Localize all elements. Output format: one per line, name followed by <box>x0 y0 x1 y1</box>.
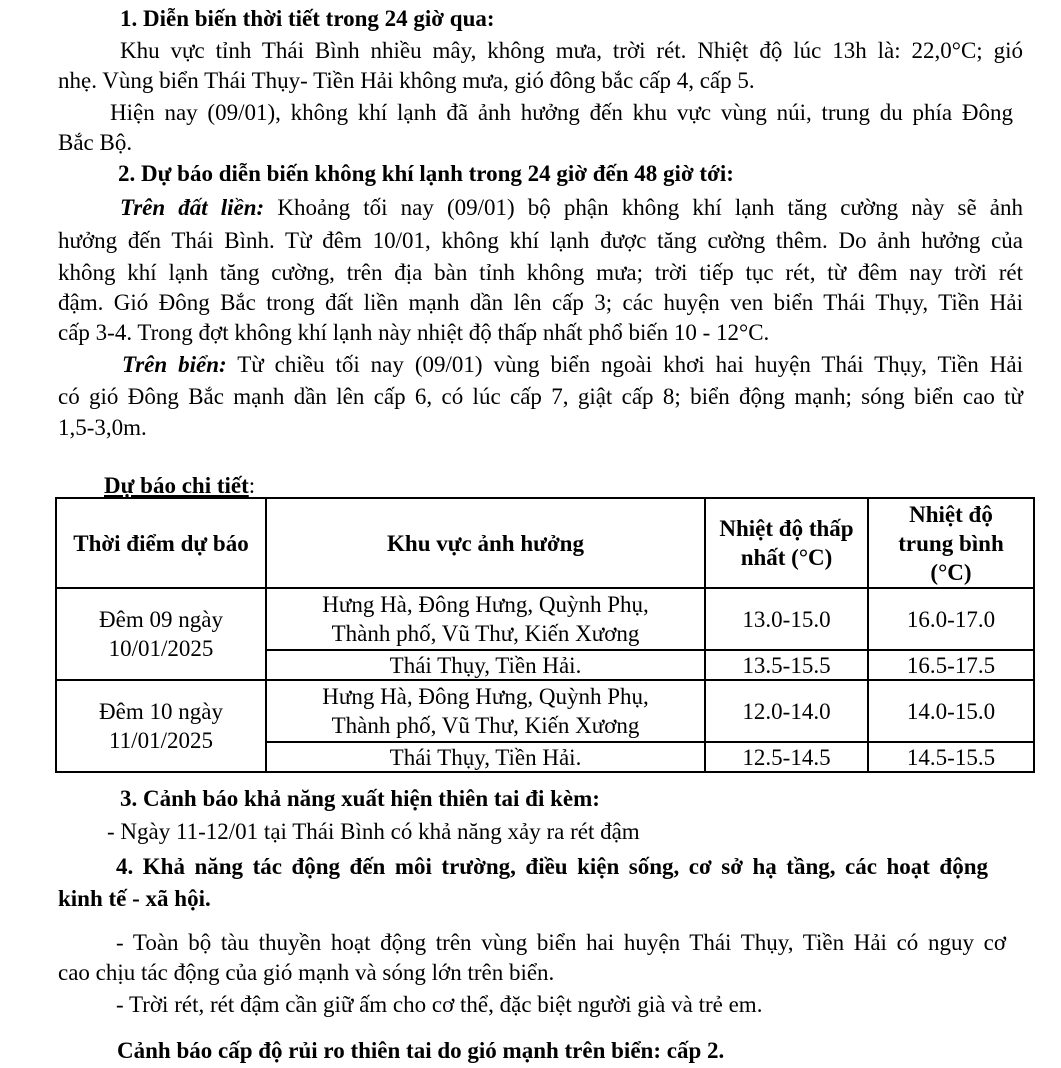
header-forecast-time <box>56 498 266 588</box>
header-min-line2: nhất (°C) <box>740 545 833 570</box>
header-min-temperature <box>705 498 868 588</box>
avg-temp-cell: 16.5-17.5 <box>868 650 1034 680</box>
risk-warning: Cảnh báo cấp độ rủi ro thiên tai do gió mạnh trên biển: cấp 2. <box>117 1038 725 1063</box>
table-row <box>56 680 1034 742</box>
land-forecast-line4: đậm. Gió Đông Bắc trong đất liền mạnh dần lên cấp 3; các huyện ven biển Thái Thụy, Tiền Hải <box>58 290 1023 315</box>
section4-heading-line2: kinh tế - xã hội. <box>58 886 211 911</box>
land-forecast-line1 <box>120 191 1023 225</box>
section1-paragraph2-line2: Bắc Bộ. <box>58 130 133 155</box>
time-line1: Đêm 10 ngày <box>99 699 223 724</box>
sea-forecast-label: Trên biển: <box>122 352 227 377</box>
min-temp-cell: 13.5-15.5 <box>705 650 868 680</box>
time-line2: 10/01/2025 <box>108 636 214 661</box>
section2-heading: 2. Dự báo diễn biến không khí lạnh trong 24 giờ đến 48 giờ tới: <box>118 161 734 186</box>
area-cell: Thái Thụy, Tiền Hải. <box>266 650 705 680</box>
table-row <box>56 588 1034 650</box>
sea-forecast-line2: có gió Đông Bắc mạnh dần lên cấp 6, có lúc cấp 7, giật cấp 8; biển động mạnh; sóng biển cao từ <box>58 384 1023 409</box>
land-forecast-text: Khoảng tối nay (09/01) bộ phận không khí lạnh tăng cường này sẽ ảnh <box>277 195 1023 220</box>
section4-item1-line2: cao chịu tác động của gió mạnh và sóng lớn trên biển. <box>58 960 555 985</box>
forecast-table <box>55 497 1035 773</box>
avg-temp-cell: 14.0-15.0 <box>868 680 1034 742</box>
detail-forecast-title: Dự báo chi tiết <box>104 473 249 498</box>
section4-heading-line1 <box>116 850 988 884</box>
header-avg-line2: trung bình <box>898 530 1004 556</box>
area-cell: Thái Thụy, Tiền Hải. <box>266 742 705 772</box>
section3-heading: 3. Cảnh báo khả năng xuất hiện thiên tai đi kèm: <box>120 786 600 811</box>
area-cell <box>266 588 705 650</box>
land-forecast-line3: không khí lạnh tăng cường, trên địa bàn tỉnh không mưa; trời tiếp tục rét, từ đêm nay trời rét <box>58 260 1023 285</box>
section3-item1: - Ngày 11-12/01 tại Thái Bình có khả năng xảy ra rét đậm <box>107 819 640 844</box>
land-forecast-line2: hưởng đến Thái Bình. Từ đêm 10/01, không khí lạnh được tăng cường thêm. Do ảnh hưởng của <box>58 228 1023 253</box>
sea-forecast-line1 <box>122 348 1023 382</box>
header-area-text: Khu vực ảnh hưởng <box>387 530 584 556</box>
area-line2: Thành phố, Vũ Thư, Kiến Xương <box>331 621 640 646</box>
section1-paragraph1-line1: Khu vực tỉnh Thái Bình nhiều mây, không mưa, trời rét. Nhiệt độ lúc 13h là: 22,0°C; gió <box>120 38 1023 63</box>
sea-forecast-text: Từ chiều tối nay (09/01) vùng biển ngoài khơi hai huyện Thái Thụy, Tiền Hải <box>237 352 1023 377</box>
section4-heading-text: 4. Khả năng tác động đến môi trường, điều kiện sống, cơ sở hạ tầng, các hoạt động <box>116 854 988 879</box>
section4-item2: - Trời rét, rét đậm cần giữ ấm cho cơ thể, đặc biệt người già và trẻ em. <box>116 992 763 1017</box>
header-min-line1: Nhiệt độ thấp <box>719 516 854 541</box>
forecast-time-cell <box>56 680 266 772</box>
min-temp-cell: 12.5-14.5 <box>705 742 868 772</box>
section1-paragraph2-line1: Hiện nay (09/01), không khí lạnh đã ảnh hưởng đến khu vực vùng núi, trung du phía Đông <box>110 100 1013 125</box>
land-forecast-label: Trên đất liền: <box>120 195 265 220</box>
min-temp-cell: 13.0-15.0 <box>705 588 868 650</box>
section1-heading: 1. Diễn biến thời tiết trong 24 giờ qua: <box>120 6 495 31</box>
area-line2: Thành phố, Vũ Thư, Kiến Xương <box>331 713 640 738</box>
area-cell <box>266 680 705 742</box>
sea-forecast-line3: 1,5-3,0m. <box>58 415 147 440</box>
header-avg-line3: (°C) <box>930 559 972 585</box>
area-line1: Hưng Hà, Đông Hưng, Quỳnh Phụ, <box>322 684 649 709</box>
detail-forecast-colon: : <box>248 473 256 498</box>
area-line1: Hưng Hà, Đông Hưng, Quỳnh Phụ, <box>322 592 649 617</box>
time-line1: Đêm 09 ngày <box>99 607 223 632</box>
forecast-time-cell <box>56 588 266 680</box>
header-avg-line1: Nhiệt độ <box>909 501 993 527</box>
header-affected-area <box>266 498 705 588</box>
section4-item1-line1: - Toàn bộ tàu thuyền hoạt động trên vùng biển hai huyện Thái Thụy, Tiền Hải có nguy cơ <box>116 930 1006 955</box>
section1-paragraph1-line2: nhẹ. Vùng biển Thái Thụy- Tiền Hải không mưa, gió đông bắc cấp 4, cấp 5. <box>58 68 755 93</box>
header-time-text: Thời điểm dự báo <box>73 530 249 556</box>
min-temp-cell: 12.0-14.0 <box>705 680 868 742</box>
time-line2: 11/01/2025 <box>109 728 213 753</box>
avg-temp-cell: 16.0-17.0 <box>868 588 1034 650</box>
land-forecast-line5: cấp 3-4. Trong đợt không khí lạnh này nhiệt độ thấp nhất phổ biến 10 - 12°C. <box>58 320 770 345</box>
header-avg-temperature <box>868 498 1034 588</box>
avg-temp-cell: 14.5-15.5 <box>868 742 1034 772</box>
table-header-row <box>56 498 1034 588</box>
